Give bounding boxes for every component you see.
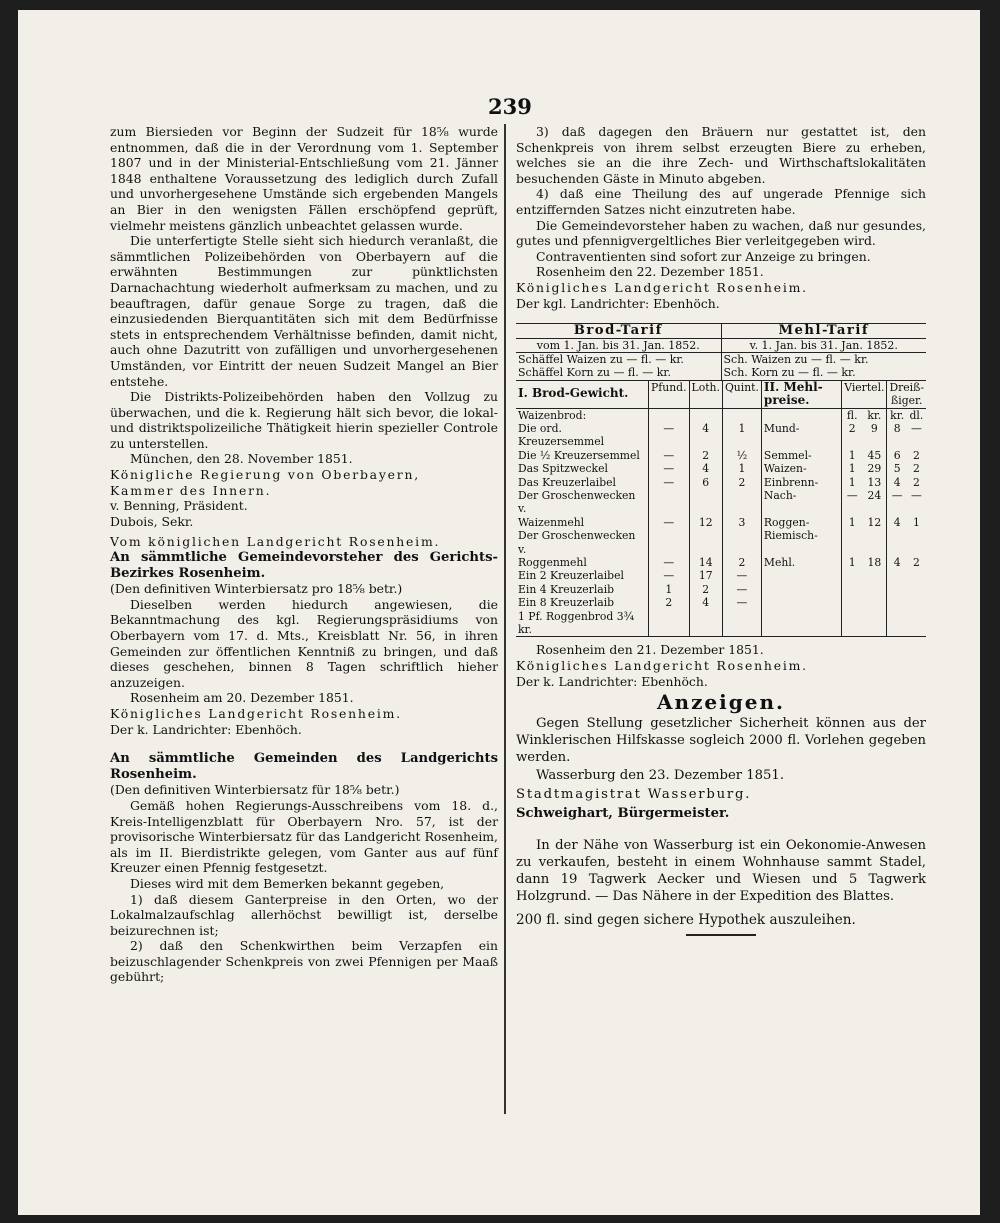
tariff-row xyxy=(516,462,926,475)
dreissiger-kr-value: 4 xyxy=(887,516,907,529)
dreissiger-dl-value: 2 xyxy=(912,448,920,462)
brod-item-name: Ein 8 Kreuzerlaib xyxy=(518,596,615,610)
quint-value: — xyxy=(722,583,761,596)
signature-line: Schweighart, Bürgermeister. xyxy=(516,805,730,821)
viertel-fl-value: 1 xyxy=(842,516,863,529)
quint-value xyxy=(722,610,761,637)
brod-tarif-title: Brod-Tarif xyxy=(573,323,663,339)
closing-rule xyxy=(686,934,756,936)
quint-value: — xyxy=(722,569,761,582)
loth-value: 12 xyxy=(689,516,722,529)
waizenbrod-label: Waizenbrod: xyxy=(518,408,587,422)
quint-value: 1 xyxy=(722,462,761,475)
quint-value xyxy=(722,529,761,556)
pfund-value: — xyxy=(649,556,690,569)
right-column xyxy=(516,124,926,936)
loth-value xyxy=(689,489,722,516)
dreissiger-header: Dreiß-ßiger. xyxy=(887,381,926,408)
dreissiger-kr-value: 4 xyxy=(887,556,907,569)
quint-value xyxy=(722,489,761,516)
brod-item-name: Waizenmehl xyxy=(518,515,585,529)
tariff-row xyxy=(516,529,926,556)
tariff-row xyxy=(516,596,926,609)
brod-item-name: Der Groschenwecken v. xyxy=(518,529,636,556)
viertel-kr-value: 45 xyxy=(867,448,882,462)
viertel-fl-value xyxy=(842,529,863,556)
brod-item-name: Die ord. Kreuzersemmel xyxy=(518,421,605,449)
section-heading: An sämmtliche Gemeinden des Landgerichts Rosenheim. xyxy=(110,751,498,782)
brod-period: vom 1. Jan. bis 31. Jan. 1852. xyxy=(536,338,700,352)
viertel-header: Viertel. xyxy=(842,381,887,408)
advertisement: In der Nähe von Wasserburg ist ein Oekonomie-Anwesen zu verkaufen, besteht in einem Wohnhause sammt Stadel, dann 19 Tagwerk Aecker und Wiesen und 5 Tagwerk Holzgrund. — Das Nähere in der Expedition des Blattes. xyxy=(516,837,926,904)
viertel-kr-value: 18 xyxy=(867,556,882,570)
unit-kr: kr. xyxy=(887,408,907,422)
brod-item-name: Das Spitzweckel xyxy=(518,462,608,476)
mehl-item-name: Roggen- xyxy=(761,516,841,529)
mehl-item-name: Semmel- xyxy=(761,449,841,462)
dreissiger-kr-value: 6 xyxy=(887,449,907,462)
loth-value: 4 xyxy=(689,462,722,475)
brod-item-name: Roggenmehl xyxy=(518,556,587,570)
tariff-row xyxy=(516,422,926,449)
tariff-row xyxy=(516,569,926,582)
quint-value: 1 xyxy=(722,422,761,449)
paragraph: 4) daß eine Theilung des auf ungerade Pfennige sich entziffernden Satzes nicht einzutreten habe. xyxy=(516,186,926,217)
anzeigen-heading: Anzeigen. xyxy=(657,690,785,715)
mehl-tarif-title: Mehl-Tarif xyxy=(721,324,926,338)
date-line: Rosenheim den 21. Dezember 1851. xyxy=(536,642,764,658)
quint-value: 3 xyxy=(722,516,761,529)
mehl-item-name: Riemisch- xyxy=(761,529,841,556)
section-subtitle: (Den definitiven Winterbiersatz pro 18⅝ betr.) xyxy=(110,581,403,597)
dreissiger-dl-value: 2 xyxy=(912,462,920,476)
signature-line: Der k. Landrichter: Ebenhöch. xyxy=(110,721,302,737)
signature-line: v. Benning, Präsident. xyxy=(110,498,248,514)
tariff-body-table xyxy=(516,381,926,638)
advertisement: 200 fl. sind gegen sichere Hypothek auszuleihen. xyxy=(516,911,856,928)
paragraph: 2) daß den Schenkwirthen beim Verzapfen ein beizuschlagender Schenkpreis von zwei Pfennigen per Maaß gebührt; xyxy=(110,938,498,985)
loth-value: 4 xyxy=(689,596,722,609)
mehl-item-name: Waizen- xyxy=(761,462,841,475)
page-number: 239 xyxy=(488,94,532,119)
column-divider xyxy=(504,124,506,1114)
dreissiger-kr-value: 5 xyxy=(887,462,907,475)
viertel-fl-value: — xyxy=(842,489,863,516)
loth-value: 6 xyxy=(689,476,722,489)
left-column xyxy=(110,124,498,985)
viertel-kr-value: 24 xyxy=(867,489,882,502)
brod-item-name: Die ½ Kreuzersemmel xyxy=(518,448,640,462)
brod-schaeffel-waizen: Schäffel Waizen zu — fl. — kr. xyxy=(518,352,684,366)
pfund-value: — xyxy=(649,569,690,582)
authority-line: Königliches Landgericht Rosenheim. xyxy=(516,658,808,674)
paragraph: 3) daß dagegen den Bräuern nur gestattet ist, den Schenkpreis von ihrem selbst erzeugten Biere zu erheben, welches sie an die ihre Zech- und Wirthschaftslokalitäten besuchenden Gäste in Minuto abgeben. xyxy=(516,124,926,186)
brod-item-name: 1 Pf. Roggenbrod 3¾ kr. xyxy=(518,609,635,637)
section-heading: An sämmtliche Gemeindevorsteher des Gerichts-Bezirkes Rosenheim. xyxy=(110,550,498,581)
brod-item-name: Ein 2 Kreuzerlaibel xyxy=(518,569,624,583)
pfund-value: — xyxy=(649,516,690,529)
mehl-item-name: Mehl. xyxy=(761,556,841,569)
mehl-item-name: Nach- xyxy=(761,489,841,516)
mehlpreise-header: II. Mehl-preise. xyxy=(761,381,841,408)
unit-dl: dl. xyxy=(909,408,924,422)
viertel-fl-value: 1 xyxy=(842,476,863,489)
viertel-fl-value: 1 xyxy=(842,449,863,462)
tariff-row xyxy=(516,583,926,596)
paragraph: 1) daß diesem Ganterpreise in den Orten, wo der Lokalmalzaufschlag allerhöchst bewilligt ist, derselbe beizurechnen ist; xyxy=(110,891,498,938)
brod-item-name: Ein 4 Kreuzerlaib xyxy=(518,582,615,596)
unit-kr: kr. xyxy=(867,408,882,422)
pfund-header: Pfund. xyxy=(649,381,690,408)
paragraph: Dieses wird mit dem Bemerken bekannt gegeben, xyxy=(130,875,445,891)
loth-header: Loth. xyxy=(689,381,722,408)
paragraph: Die unterfertigte Stelle sieht sich hiedurch veranlaßt, die sämmtlichen Polizeibehörden von Oberbayern auf die erwähnten Bestimmungen zur pünktlichsten Darnachachtung wiederholt aufmerksam zu machen, und zu beauftragen, dafür genaue Sorge zu tragen, daß die einzusiedenden Bierquantitäten sich mit dem Bedürfnisse stets in entsprechendem Verhältnisse befinden, damit nicht, auch ohne Dazutritt von zufälligen und unvorhergesehenen Umständen, vor Eintritt der neuen Sudzeit Mangel an Bier entstehe. xyxy=(110,233,498,389)
paragraph: Dieselben werden hiedurch angewiesen, die Bekanntmachung des kgl. Regierungspräsidiums von Oberbayern vom 17. d. Mts., Kreisblatt Nr. 56, in ihren Gemeinden zur öffentlichen Kenntniß zu bringen, und daß dieses geschehen, binnen 8 Tagen schriftlich hieher anzuzeigen. xyxy=(110,596,498,690)
paragraph: zum Biersieden vor Beginn der Sudzeit für 18⅝ wurde entnommen, daß die in der Verordnung vom 1. September 1807 und in der Ministerial-Entschließung vom 21. Jänner 1848 enthaltene Voraussetzung des lediglich durch Zufall und unvorhergesehene Umstände sich ergebenden Mangels an Bier in den wenigsten Fällen erschöpfend geprüft, vielmehr meistens gänzlich unbeachtet gelassen wurde. xyxy=(110,124,498,233)
dreissiger-kr-value: 8 xyxy=(887,422,907,449)
tariff-header-table xyxy=(516,323,926,381)
loth-value: 4 xyxy=(689,422,722,449)
tariff-row xyxy=(516,556,926,569)
authority-line: Königliches Landgericht Rosenheim. xyxy=(110,705,402,721)
loth-value xyxy=(689,529,722,556)
pfund-value xyxy=(649,529,690,556)
unit-fl: fl. xyxy=(842,408,863,422)
viertel-kr-value: 9 xyxy=(870,421,878,435)
loth-value xyxy=(689,610,722,637)
loth-value: 17 xyxy=(689,569,722,582)
tariff-row xyxy=(516,449,926,462)
mehl-schaeffel-korn: Sch. Korn zu — fl. — kr. xyxy=(721,366,926,380)
pfund-value: 2 xyxy=(649,596,690,609)
tariff-row xyxy=(516,489,926,516)
pfund-value xyxy=(649,489,690,516)
dreissiger-kr-value xyxy=(887,529,907,556)
paragraph: Die Distrikts-Polizeibehörden haben den Vollzug zu überwachen, und die k. Regierung hält sich bevor, die lokal- und distriktspolizeiliche Thätigkeit hierin spezieller Controle zu unterstellen. xyxy=(110,389,498,451)
quint-value: 2 xyxy=(722,556,761,569)
authority-line: Stadtmagistrat Wasserburg. xyxy=(516,786,752,802)
signature-line: Der kgl. Landrichter: Ebenhöch. xyxy=(516,295,720,311)
loth-value: 14 xyxy=(689,556,722,569)
brod-schaeffel-korn: Schäffel Korn zu — fl. — kr. xyxy=(518,366,671,380)
mehl-item-name: Einbrenn- xyxy=(761,476,841,489)
section-subtitle: (Den definitiven Winterbiersatz für 18⅝ betr.) xyxy=(110,782,400,798)
tariff-row xyxy=(516,516,926,529)
paragraph: Gemäß hohen Regierungs-Ausschreibens vom 18. d., Kreis-Intelligenzblatt für Oberbayern Nro. 57, ist der provisorische Winterbiersatz für das Landgericht Rosenheim, als im II. Bierdistrikte gelegen, vom Ganter aus auf fünf Kreuzer einen Pfennig festgesetzt. xyxy=(110,797,498,876)
section-source: Vom königlichen Landgericht Rosenheim. xyxy=(110,534,441,550)
newspaper-page xyxy=(18,10,980,1215)
signature-line: Dubois, Sekr. xyxy=(110,513,194,529)
dreissiger-dl-value xyxy=(907,529,926,556)
loth-value: 2 xyxy=(689,583,722,596)
pfund-value xyxy=(649,610,690,637)
dreissiger-kr-value: 4 xyxy=(887,476,907,489)
viertel-fl-value: 1 xyxy=(842,556,863,569)
viertel-fl-value: 2 xyxy=(842,422,863,449)
quint-value: ½ xyxy=(722,449,761,462)
viertel-kr-value xyxy=(862,529,887,556)
viertel-kr-value: 12 xyxy=(867,515,882,529)
tariff-row xyxy=(516,476,926,489)
brod-item-name: Der Groschenwecken v. xyxy=(518,489,636,516)
brod-gewicht-header: I. Brod-Gewicht. xyxy=(518,386,629,401)
pfund-value: — xyxy=(649,462,690,475)
quint-header: Quint. xyxy=(722,381,761,408)
date-line: Rosenheim am 20. Dezember 1851. xyxy=(130,690,354,706)
dreissiger-dl-value: 2 xyxy=(912,556,920,570)
pfund-value: — xyxy=(649,422,690,449)
paragraph: Die Gemeindevorsteher haben zu wachen, daß nur gesundes, gutes und pfennigvergeltliches Bier verleitgegeben wird. xyxy=(516,217,926,249)
pfund-value: — xyxy=(649,449,690,462)
advertisement: Gegen Stellung gesetzlicher Sicherheit können aus der Winklerischen Hilfskasse sogleich 2000 fl. Vorlehen gegeben werden. xyxy=(516,715,926,765)
mehl-period: v. 1. Jan. bis 31. Jan. 1852. xyxy=(721,338,926,352)
dreissiger-dl-value: — xyxy=(911,421,922,435)
brod-item-name: Das Kreuzerlaibel xyxy=(518,475,616,489)
mehl-schaeffel-waizen: Sch. Waizen zu — fl. — kr. xyxy=(721,352,926,366)
viertel-fl-value: 1 xyxy=(842,462,863,475)
authority-line: Königliche Regierung von Oberbayern, xyxy=(110,467,421,483)
dreissiger-dl-value: 2 xyxy=(912,475,920,489)
dreissiger-dl-value: — xyxy=(911,489,922,502)
quint-value: 2 xyxy=(722,476,761,489)
pfund-value: 1 xyxy=(649,583,690,596)
date-line: Rosenheim den 22. Dezember 1851. xyxy=(536,264,764,280)
loth-value: 2 xyxy=(689,449,722,462)
tariff-row xyxy=(516,610,926,637)
paragraph: Contraventienten sind sofort zur Anzeige zu bringen. xyxy=(536,248,871,264)
mehl-item-name: Mund- xyxy=(761,422,841,449)
date-line: München, den 28. November 1851. xyxy=(130,451,353,467)
dreissiger-dl-value: 1 xyxy=(912,515,920,529)
dreissiger-kr-value: — xyxy=(887,489,907,516)
pfund-value: — xyxy=(649,476,690,489)
viertel-kr-value: 29 xyxy=(867,462,882,476)
date-line: Wasserburg den 23. Dezember 1851. xyxy=(536,767,785,783)
quint-value: — xyxy=(722,596,761,609)
authority-line: Kammer des Innern. xyxy=(110,482,272,498)
signature-line: Der k. Landrichter: Ebenhöch. xyxy=(516,673,708,689)
viertel-kr-value: 13 xyxy=(867,475,882,489)
authority-line: Königliches Landgericht Rosenheim. xyxy=(516,279,808,295)
